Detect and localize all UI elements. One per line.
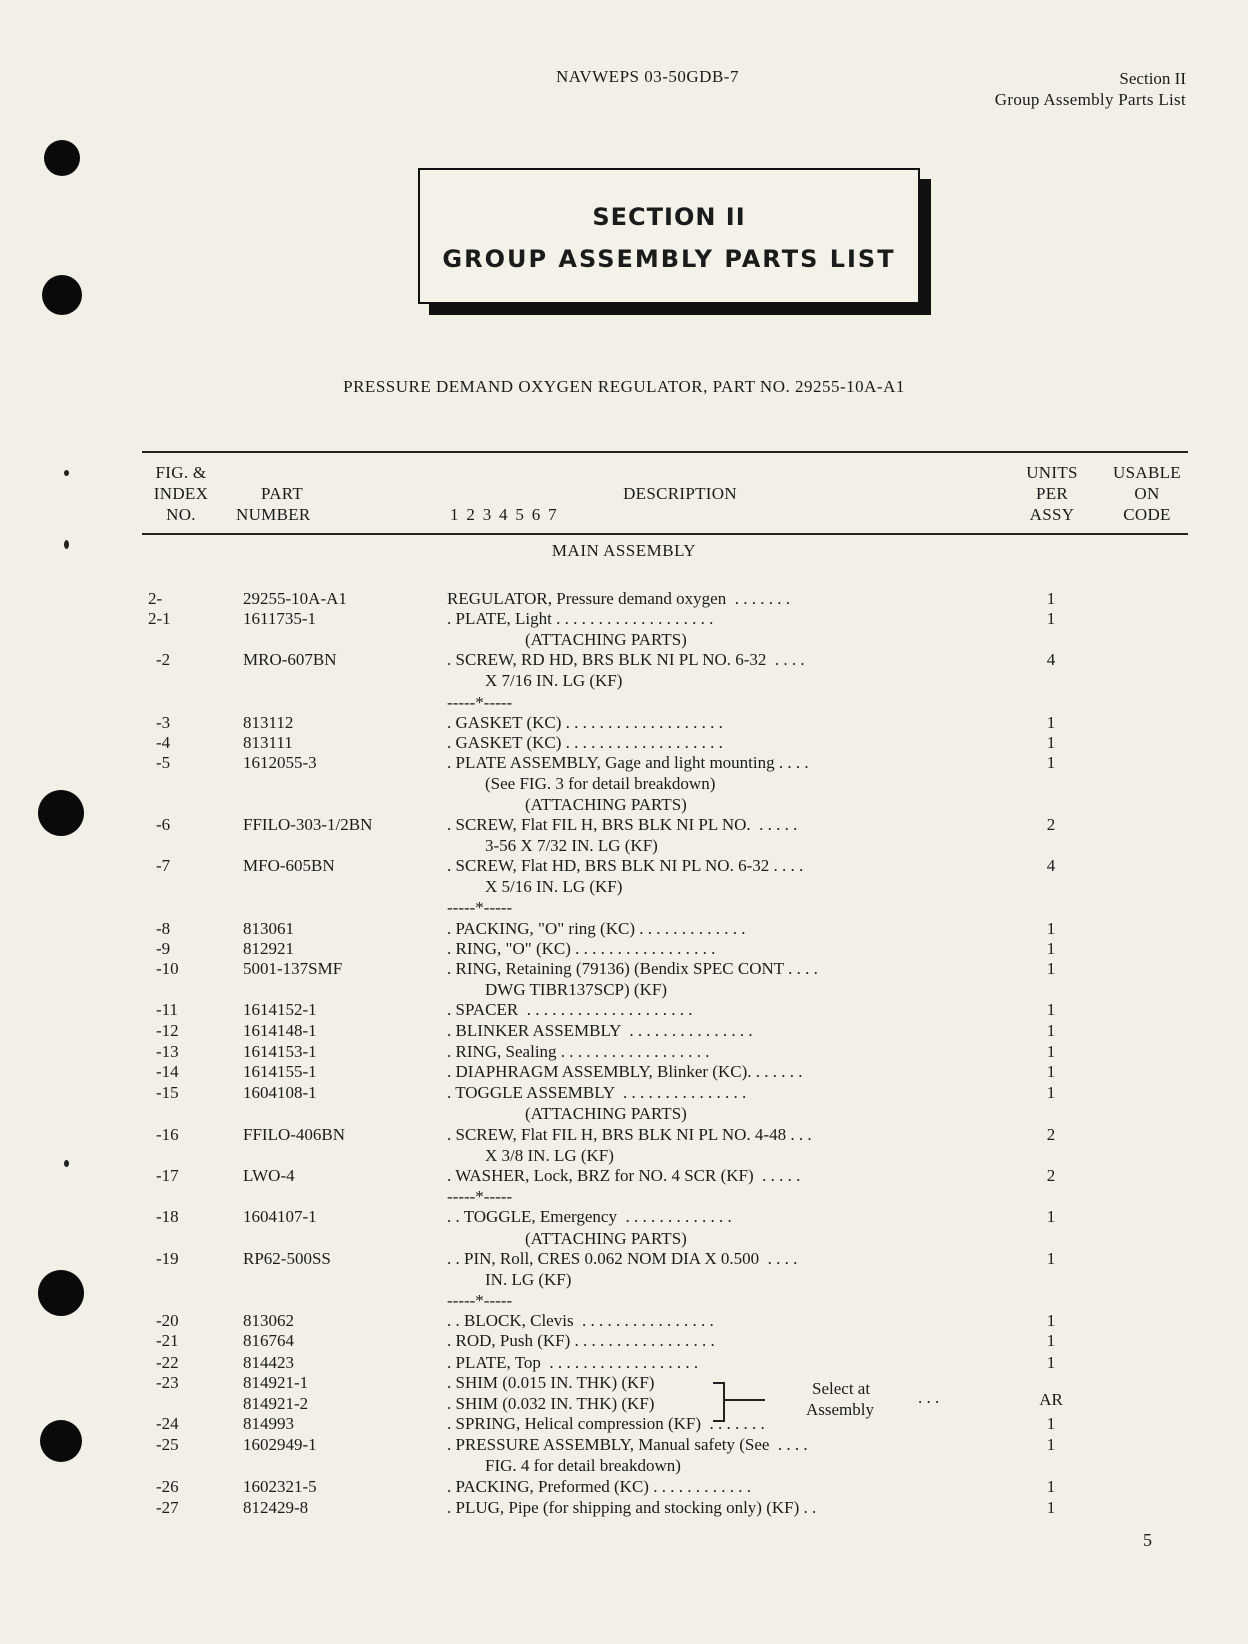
cell-description: (ATTACHING PARTS) bbox=[525, 630, 687, 649]
cell-units-per-assy: 1 bbox=[1046, 1083, 1056, 1102]
cell-part-number: 5001-137SMF bbox=[243, 959, 343, 978]
cell-index: -27 bbox=[156, 1498, 179, 1517]
table-row bbox=[0, 1124, 1248, 1145]
table-row bbox=[0, 588, 1248, 609]
cell-description: . PLATE, Top . . . . . . . . . . . . . . . . . . bbox=[447, 1353, 699, 1372]
cell-description: DWG TIBR137SCP) (KF) bbox=[485, 980, 667, 999]
table-row bbox=[0, 1061, 1248, 1082]
cell-units-per-assy: 4 bbox=[1046, 856, 1056, 875]
cell-description: . PLATE ASSEMBLY, Gage and light mounting . . . . bbox=[447, 753, 809, 772]
table-row bbox=[0, 608, 1248, 629]
cell-units-per-assy: 1 bbox=[1046, 1000, 1056, 1019]
cell-description: . PACKING, Preformed (KC) . . . . . . . . . . . . bbox=[447, 1477, 751, 1496]
cell-description: X 7/16 IN. LG (KF) bbox=[485, 671, 623, 690]
cell-index: -12 bbox=[156, 1021, 179, 1040]
cell-units-per-assy: 1 bbox=[1046, 1435, 1056, 1454]
cell-description: -----*----- bbox=[447, 1187, 513, 1206]
shim-qty: AR bbox=[1039, 1390, 1063, 1409]
cell-description: . RING, Sealing . . . . . . . . . . . . . . . . . . bbox=[447, 1042, 710, 1061]
cell-description: X 3/8 IN. LG (KF) bbox=[485, 1146, 614, 1165]
cell-description: -----*----- bbox=[447, 693, 513, 712]
group-heading: MAIN ASSEMBLY bbox=[551, 541, 697, 560]
page-number: 5 bbox=[1143, 1530, 1152, 1550]
cell-index: -6 bbox=[156, 815, 171, 834]
cell-part-number: 1611735-1 bbox=[243, 609, 317, 628]
cell-index: -19 bbox=[156, 1249, 179, 1268]
table-row bbox=[0, 773, 1248, 794]
table-row bbox=[0, 649, 1248, 670]
cell-part-number: 1614148-1 bbox=[243, 1021, 317, 1040]
table-row bbox=[0, 897, 1248, 918]
cell-part-number: 814921-2 bbox=[243, 1394, 309, 1413]
table-row bbox=[0, 876, 1248, 897]
table-row bbox=[0, 1103, 1248, 1124]
cell-description: . DIAPHRAGM ASSEMBLY, Blinker (KC). . . . . . . bbox=[447, 1062, 803, 1081]
cell-part-number: 816764 bbox=[243, 1331, 294, 1350]
table-row bbox=[0, 1434, 1248, 1455]
cell-description: . ROD, Push (KF) . . . . . . . . . . . . . . . . . bbox=[447, 1331, 715, 1350]
cell-part-number: 1604107-1 bbox=[243, 1207, 317, 1226]
cell-index: -26 bbox=[156, 1477, 179, 1496]
table-row bbox=[0, 999, 1248, 1020]
cell-description: . SPRING, Helical compression (KF) . . . . . . . bbox=[447, 1414, 765, 1433]
cell-description: . . PIN, Roll, CRES 0.062 NOM DIA X 0.500 . . . . bbox=[447, 1249, 798, 1268]
table-row bbox=[0, 1290, 1248, 1311]
cell-description: . SCREW, RD HD, BRS BLK NI PL NO. 6-32 . . . . bbox=[447, 650, 805, 669]
table-row bbox=[0, 1165, 1248, 1186]
col-header-fig-index: FIG. & INDEX NO. bbox=[153, 463, 209, 524]
table-row bbox=[0, 1269, 1248, 1290]
cell-part-number: MFO-605BN bbox=[243, 856, 335, 875]
cell-description: -----*----- bbox=[447, 898, 513, 917]
cell-part-number: 1602949-1 bbox=[243, 1435, 317, 1454]
cell-units-per-assy: 1 bbox=[1046, 1249, 1056, 1268]
table-row bbox=[0, 732, 1248, 753]
cell-index: -14 bbox=[156, 1062, 179, 1081]
cell-index: -11 bbox=[156, 1000, 179, 1019]
cell-units-per-assy: 1 bbox=[1046, 939, 1056, 958]
shim-bracket bbox=[713, 1382, 725, 1422]
table-row bbox=[0, 1145, 1248, 1166]
table-top-rule bbox=[142, 451, 1188, 453]
cell-index: -13 bbox=[156, 1042, 179, 1061]
table-row bbox=[0, 1041, 1248, 1062]
table-row bbox=[0, 1455, 1248, 1476]
cell-part-number: MRO-607BN bbox=[243, 650, 337, 669]
cell-units-per-assy: 2 bbox=[1046, 1166, 1056, 1185]
cell-description: REGULATOR, Pressure demand oxygen . . . . . . . bbox=[447, 589, 790, 608]
cell-units-per-assy: 1 bbox=[1046, 919, 1056, 938]
cell-part-number: LWO-4 bbox=[243, 1166, 295, 1185]
cell-description: IN. LG (KF) bbox=[485, 1270, 572, 1289]
cell-description: . GASKET (KC) . . . . . . . . . . . . . . . . . . . bbox=[447, 733, 723, 752]
cell-part-number: 812921 bbox=[243, 939, 294, 958]
cell-units-per-assy: 1 bbox=[1046, 1042, 1056, 1061]
cell-index: -24 bbox=[156, 1414, 179, 1433]
col-header-indent-levels: 1 2 3 4 5 6 7 bbox=[450, 505, 557, 524]
table-row bbox=[0, 670, 1248, 691]
cell-units-per-assy: 1 bbox=[1046, 1207, 1056, 1226]
cell-description: . GASKET (KC) . . . . . . . . . . . . . . . . . . . bbox=[447, 713, 723, 732]
table-row bbox=[0, 1352, 1248, 1373]
table-row bbox=[0, 855, 1248, 876]
title-line-2: GROUP ASSEMBLY PARTS LIST bbox=[442, 245, 896, 273]
cell-index: -9 bbox=[156, 939, 171, 958]
cell-description: . . TOGGLE, Emergency . . . . . . . . . . . . . bbox=[447, 1207, 732, 1226]
table-row bbox=[0, 1206, 1248, 1227]
col-header-part-number: PART NUMBER bbox=[236, 484, 311, 524]
section-label: Section II bbox=[1119, 69, 1186, 88]
cell-units-per-assy: 1 bbox=[1046, 1353, 1056, 1372]
cell-units-per-assy: 1 bbox=[1046, 1062, 1056, 1081]
table-row bbox=[0, 938, 1248, 959]
table-header-rule bbox=[142, 533, 1188, 535]
table-row bbox=[0, 794, 1248, 815]
col-header-description: DESCRIPTION bbox=[623, 484, 737, 503]
cell-description: 3-56 X 7/32 IN. LG (KF) bbox=[485, 836, 658, 855]
table-row bbox=[0, 1497, 1248, 1518]
cell-part-number: 814993 bbox=[243, 1414, 294, 1433]
cell-description: (ATTACHING PARTS) bbox=[525, 1104, 687, 1123]
cell-part-number: 814423 bbox=[243, 1353, 294, 1372]
cell-units-per-assy: 1 bbox=[1046, 959, 1056, 978]
table-row bbox=[0, 752, 1248, 773]
cell-index: -10 bbox=[156, 959, 179, 978]
table-row bbox=[0, 979, 1248, 1000]
binder-hole-upper bbox=[42, 275, 82, 315]
cell-units-per-assy: 1 bbox=[1046, 1331, 1056, 1350]
cell-part-number: FFILO-303-1/2BN bbox=[243, 815, 373, 834]
table-row bbox=[0, 629, 1248, 650]
cell-units-per-assy: 1 bbox=[1046, 753, 1056, 772]
cell-part-number: 813111 bbox=[243, 733, 293, 752]
table-row bbox=[0, 1413, 1248, 1434]
cell-description: -----*----- bbox=[447, 1291, 513, 1310]
cell-part-number: 813061 bbox=[243, 919, 294, 938]
table-row bbox=[0, 1082, 1248, 1103]
cell-part-number: 1614152-1 bbox=[243, 1000, 317, 1019]
cell-part-number: 1602321-5 bbox=[243, 1477, 317, 1496]
cell-part-number: 1614155-1 bbox=[243, 1062, 317, 1081]
cell-description: . SCREW, Flat FIL H, BRS BLK NI PL NO. 4-48 . . . bbox=[447, 1125, 812, 1144]
table-row bbox=[0, 692, 1248, 713]
cell-part-number: 29255-10A-A1 bbox=[243, 589, 347, 608]
table-row bbox=[0, 1186, 1248, 1207]
cell-part-number: 1604108-1 bbox=[243, 1083, 317, 1102]
section-title: Group Assembly Parts List bbox=[994, 90, 1186, 109]
cell-description: FIG. 4 for detail breakdown) bbox=[485, 1456, 681, 1475]
cell-index: -4 bbox=[156, 733, 171, 752]
cell-units-per-assy: 2 bbox=[1046, 815, 1056, 834]
cell-part-number: 1614153-1 bbox=[243, 1042, 317, 1061]
cell-part-number: 813112 bbox=[243, 713, 294, 732]
margin-mark bbox=[64, 470, 69, 476]
col-header-units-per-assy: UNITS PER ASSY bbox=[1026, 463, 1078, 524]
cell-units-per-assy: 1 bbox=[1046, 1311, 1056, 1330]
cell-description: (See FIG. 3 for detail breakdown) bbox=[485, 774, 716, 793]
cell-index: -20 bbox=[156, 1311, 179, 1330]
table-row bbox=[0, 918, 1248, 939]
cell-description: . PLATE, Light . . . . . . . . . . . . . . . . . . . bbox=[447, 609, 714, 628]
table-row bbox=[0, 835, 1248, 856]
cell-description: . RING, Retaining (79136) (Bendix SPEC CONT . . . . bbox=[447, 959, 818, 978]
binder-hole-top bbox=[44, 140, 80, 176]
cell-index: -25 bbox=[156, 1435, 179, 1454]
cell-part-number: RP62-500SS bbox=[243, 1249, 331, 1268]
cell-index: -18 bbox=[156, 1207, 179, 1226]
cell-part-number: 813062 bbox=[243, 1311, 294, 1330]
table-row bbox=[0, 1228, 1248, 1249]
cell-units-per-assy: 1 bbox=[1046, 1477, 1056, 1496]
cell-description: (ATTACHING PARTS) bbox=[525, 1229, 687, 1248]
cell-description: . SHIM (0.015 IN. THK) (KF) bbox=[447, 1373, 655, 1392]
cell-index: -22 bbox=[156, 1353, 179, 1372]
cell-index: -15 bbox=[156, 1083, 179, 1102]
cell-units-per-assy: 1 bbox=[1046, 1498, 1056, 1517]
cell-units-per-assy: 2 bbox=[1046, 1125, 1056, 1144]
cell-index: -2 bbox=[156, 650, 171, 669]
document-number: NAVWEPS 03-50GDB-7 bbox=[556, 67, 739, 86]
shim-note-dots: . . . bbox=[918, 1388, 940, 1407]
cell-description: . SPACER . . . . . . . . . . . . . . . . . . . . bbox=[447, 1000, 693, 1019]
cell-description: . WASHER, Lock, BRZ for NO. 4 SCR (KF) . . . . . bbox=[447, 1166, 801, 1185]
table-row bbox=[0, 1020, 1248, 1041]
cell-part-number: 812429-8 bbox=[243, 1498, 309, 1517]
cell-units-per-assy: 1 bbox=[1046, 609, 1056, 628]
title-line-1: SECTION II bbox=[592, 203, 746, 231]
cell-units-per-assy: 1 bbox=[1046, 1021, 1056, 1040]
col-header-usable-on-code: USABLE ON CODE bbox=[1113, 463, 1181, 524]
cell-part-number: 1612055-3 bbox=[243, 753, 317, 772]
cell-units-per-assy: 4 bbox=[1046, 650, 1056, 669]
shim-note-line-2: Assembly bbox=[806, 1400, 874, 1419]
cell-index: -5 bbox=[156, 753, 171, 772]
cell-description: . PACKING, "O" ring (KC) . . . . . . . . . . . . . bbox=[447, 919, 746, 938]
table-row bbox=[0, 1310, 1248, 1331]
table-row bbox=[0, 1476, 1248, 1497]
cell-description: . TOGGLE ASSEMBLY . . . . . . . . . . . . . . . bbox=[447, 1083, 747, 1102]
cell-part-number: FFILO-406BN bbox=[243, 1125, 346, 1144]
cell-description: X 5/16 IN. LG (KF) bbox=[485, 877, 623, 896]
table-row bbox=[0, 1330, 1248, 1351]
cell-description: (ATTACHING PARTS) bbox=[525, 795, 687, 814]
shim-bracket-tick bbox=[725, 1399, 765, 1401]
cell-description: . RING, "O" (KC) . . . . . . . . . . . . . . . . . bbox=[447, 939, 716, 958]
cell-units-per-assy: 1 bbox=[1046, 713, 1056, 732]
cell-description: . BLINKER ASSEMBLY . . . . . . . . . . . . . . . bbox=[447, 1021, 753, 1040]
cell-index: 2-1 bbox=[148, 609, 171, 628]
assembly-subtitle: PRESSURE DEMAND OXYGEN REGULATOR, PART NO. 29255-10A-A1 bbox=[343, 377, 905, 396]
cell-description: . SCREW, Flat HD, BRS BLK NI PL NO. 6-32 . . . . bbox=[447, 856, 804, 875]
cell-description: . PRESSURE ASSEMBLY, Manual safety (See . . . . bbox=[447, 1435, 808, 1454]
cell-description: . SHIM (0.032 IN. THK) (KF) bbox=[447, 1394, 655, 1413]
cell-units-per-assy: 1 bbox=[1046, 589, 1056, 608]
cell-description: . SCREW, Flat FIL H, BRS BLK NI PL NO. . . . . . bbox=[447, 815, 798, 834]
table-row bbox=[0, 958, 1248, 979]
cell-index: -16 bbox=[156, 1125, 179, 1144]
cell-index: 2- bbox=[148, 589, 163, 608]
cell-units-per-assy: 1 bbox=[1046, 733, 1056, 752]
cell-part-number: 814921-1 bbox=[243, 1373, 309, 1392]
cell-index: -23 bbox=[156, 1373, 179, 1392]
cell-units-per-assy: 1 bbox=[1046, 1414, 1056, 1433]
table-row bbox=[0, 814, 1248, 835]
section-title-box bbox=[418, 168, 920, 304]
cell-index: -7 bbox=[156, 856, 171, 875]
table-row bbox=[0, 1248, 1248, 1269]
table-row bbox=[0, 712, 1248, 733]
cell-description: . PLUG, Pipe (for shipping and stocking only) (KF) . . bbox=[447, 1498, 817, 1517]
cell-index: -3 bbox=[156, 713, 171, 732]
cell-index: -17 bbox=[156, 1166, 179, 1185]
cell-index: -8 bbox=[156, 919, 171, 938]
cell-description: . . BLOCK, Clevis . . . . . . . . . . . . . . . . bbox=[447, 1311, 714, 1330]
cell-index: -21 bbox=[156, 1331, 179, 1350]
shim-note-line-1: Select at bbox=[812, 1379, 871, 1398]
